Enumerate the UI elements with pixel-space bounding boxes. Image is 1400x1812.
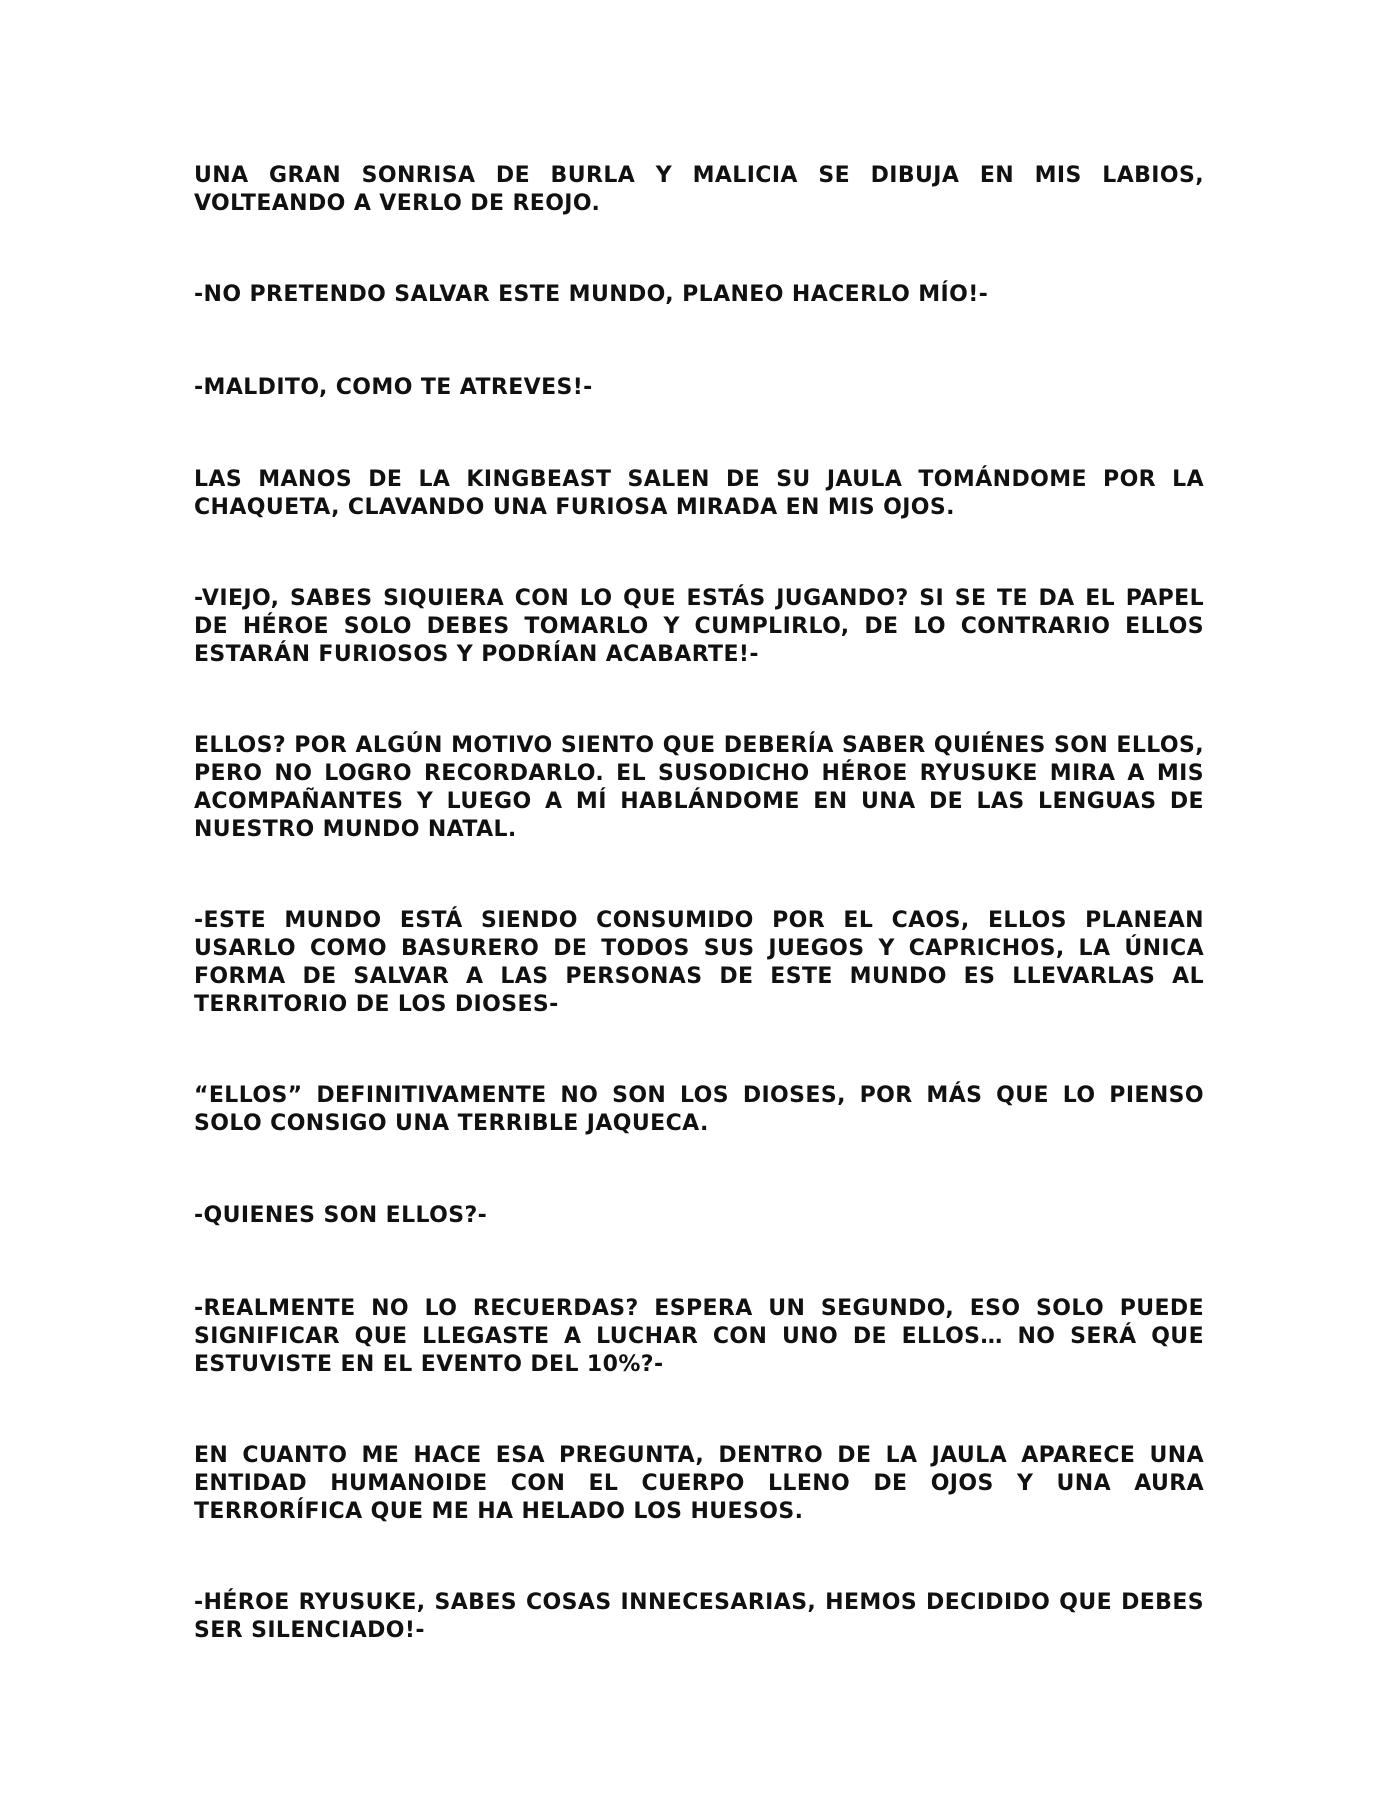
paragraph-1: UNA GRAN SONRISA DE BURLA Y MALICIA SE DIBUJA EN MIS LABIOS, VOLTEANDO A VERLO DE REOJO. — [194, 163, 1204, 216]
paragraph-10: -REALMENTE NO LO RECUERDAS? ESPERA UN SEGUNDO, ESO SOLO PUEDE SIGNIFICAR QUE LLEGASTE A LUCHAR CON UNO DE ELLOS… NO SERÁ QUE ESTUVISTE EN EL EVENTO DEL 10%?- — [194, 1296, 1204, 1377]
paragraph-8: “ELLOS” DEFINITIVAMENTE NO SON LOS DIOSES, POR MÁS QUE LO PIENSO SOLO CONSIGO UNA TERRIBLE JAQUECA. — [194, 1083, 1204, 1136]
paragraph-11: EN CUANTO ME HACE ESA PREGUNTA, DENTRO DE LA JAULA APARECE UNA ENTIDAD HUMANOIDE CON EL CUERPO LLENO DE OJOS Y UNA AURA TERRORÍFICA QUE ME HA HELADO LOS HUESOS. — [194, 1443, 1204, 1524]
paragraph-4: LAS MANOS DE LA KINGBEAST SALEN DE SU JAULA TOMÁNDOME POR LA CHAQUETA, CLAVANDO UNA FURIOSA MIRADA EN MIS OJOS. — [194, 467, 1204, 520]
paragraph-6: ELLOS? POR ALGÚN MOTIVO SIENTO QUE DEBERÍA SABER QUIÉNES SON ELLOS, PERO NO LOGRO RECORDARLO. EL SUSODICHO HÉROE RYUSUKE MIRA A MIS ACOMPAÑANTES Y LUEGO A MÍ HABLÁNDOME EN UNA DE LAS LENGUAS DE NUESTRO MUNDO NATAL. — [194, 733, 1204, 842]
paragraph-3: -MALDITO, COMO TE ATREVES!- — [194, 375, 593, 400]
paragraph-12: -HÉROE RYUSUKE, SABES COSAS INNECESARIAS, HEMOS DECIDIDO QUE DEBES SER SILENCIADO!- — [194, 1590, 1204, 1643]
paragraph-2: -NO PRETENDO SALVAR ESTE MUNDO, PLANEO HACERLO MÍO!- — [194, 282, 989, 307]
paragraph-7: -ESTE MUNDO ESTÁ SIENDO CONSUMIDO POR EL CAOS, ELLOS PLANEAN USARLO COMO BASURERO DE TODOS SUS JUEGOS Y CAPRICHOS, LA ÚNICA FORMA DE SALVAR A LAS PERSONAS DE ESTE MUNDO ES LLEVARLAS AL TERRITORIO DE LOS DIOSES- — [194, 908, 1204, 1017]
paragraph-5: -VIEJO, SABES SIQUIERA CON LO QUE ESTÁS JUGANDO? SI SE TE DA EL PAPEL DE HÉROE SOLO DEBES TOMARLO Y CUMPLIRLO, DE LO CONTRARIO ELLOS ESTARÁN FURIOSOS Y PODRÍAN ACABARTE!- — [194, 586, 1204, 667]
paragraph-9: -QUIENES SON ELLOS?- — [194, 1203, 488, 1228]
